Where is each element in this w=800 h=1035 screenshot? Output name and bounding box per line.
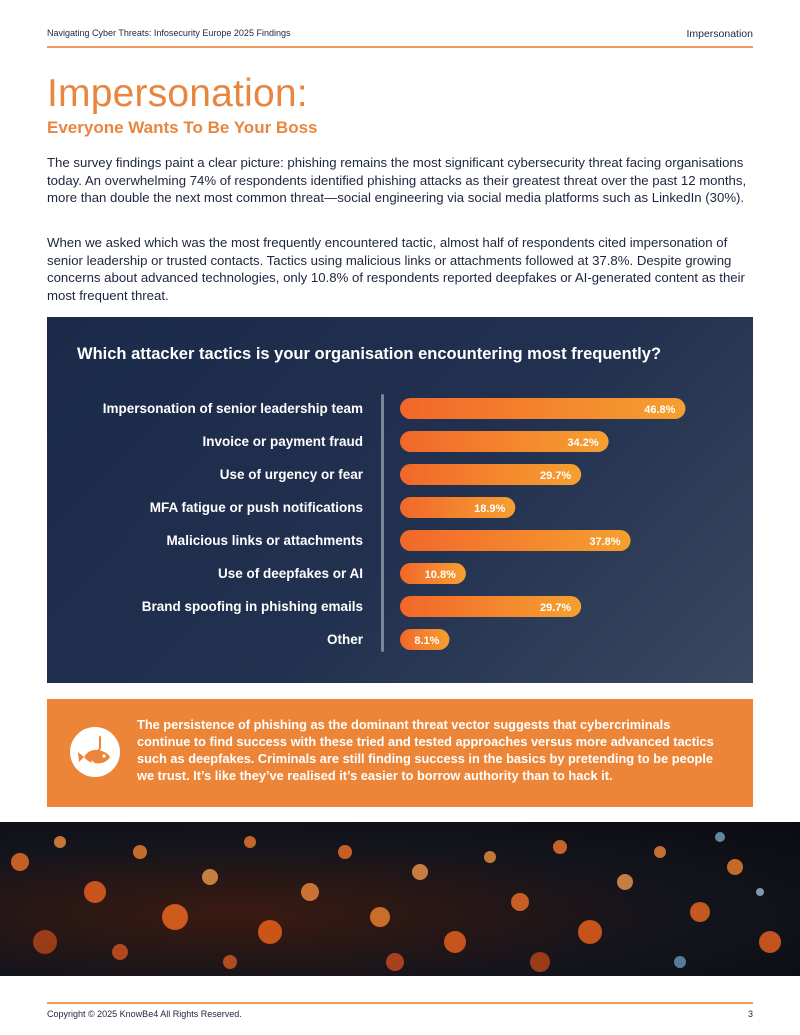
data-label: 18.9%: [474, 503, 506, 515]
category-label: MFA fatigue or push notifications: [149, 500, 363, 515]
bokeh-network-image: [0, 822, 800, 976]
data-label: 34.2%: [567, 437, 599, 449]
page-number: 3: [747, 1009, 753, 1019]
header-document-title: Navigating Cyber Threats: Infosecurity Europe 2025 Findings: [47, 28, 291, 38]
category-label: Malicious links or attachments: [166, 533, 363, 548]
chart-panel: [47, 317, 753, 683]
category-label: Use of urgency or fear: [219, 467, 363, 482]
page-title: Impersonation:: [47, 72, 308, 115]
footer-copyright: Copyright © 2025 KnowBe4 All Rights Reserved.: [47, 1009, 242, 1019]
data-label: 10.8%: [424, 569, 456, 581]
category-label: Use of deepfakes or AI: [217, 566, 363, 581]
data-label: 29.7%: [539, 470, 572, 482]
body-paragraph-2: When we asked which was the most frequently encountered tactic, almost half of respondents cited impersonation of senior leadership or trusted contacts. Tactics using malicious links or attachments followed at 37.8%. Despite growing concerns about advanced technologies, only 10.8% of respondents reported deepfakes or AI-generated content as their most frequent threat.: [47, 235, 745, 303]
page-footer: [47, 1002, 753, 1026]
chart-title: Which attacker tactics is your organisation encountering most frequently?: [77, 345, 662, 363]
data-label: 29.7%: [539, 602, 572, 614]
category-label: Invoice or payment fraud: [202, 434, 363, 449]
page-subtitle: Everyone Wants To Be Your Boss: [47, 118, 318, 137]
category-label: Brand spoofing in phishing emails: [141, 599, 363, 614]
data-label: 8.1%: [414, 635, 440, 647]
page-header: [47, 24, 753, 48]
bar: [400, 398, 685, 419]
data-label: 37.8%: [589, 536, 621, 548]
callout-box: [47, 699, 753, 807]
callout-text: The persistence of phishing as the dominant threat vector suggests that cybercriminals continue to find success with these tried and tested approaches versus more advanced tactics such as deepfakes. Criminals are still finding success in the basics by pretending to be people we trust. It’s like they’ve realised it’s easier to borrow authority than to hack it.: [137, 717, 714, 783]
data-label: 46.8%: [644, 404, 676, 416]
bar-chart: [47, 317, 753, 683]
category-label: Impersonation of senior leadership team: [102, 401, 363, 416]
fishing-hook-fish-icon: [70, 727, 120, 777]
category-label: Other: [326, 632, 363, 647]
body-paragraph-1: The survey findings paint a clear picture: phishing remains the most significant cybersecurity threat facing organisations today. An overwhelming 74% of respondents identified phishing attacks as their greatest threat over the past 12 months, more than double the next most common threat—social engineering via social media platforms such as LinkedIn (30%).: [47, 155, 747, 205]
header-section-name: Impersonation: [686, 28, 753, 40]
